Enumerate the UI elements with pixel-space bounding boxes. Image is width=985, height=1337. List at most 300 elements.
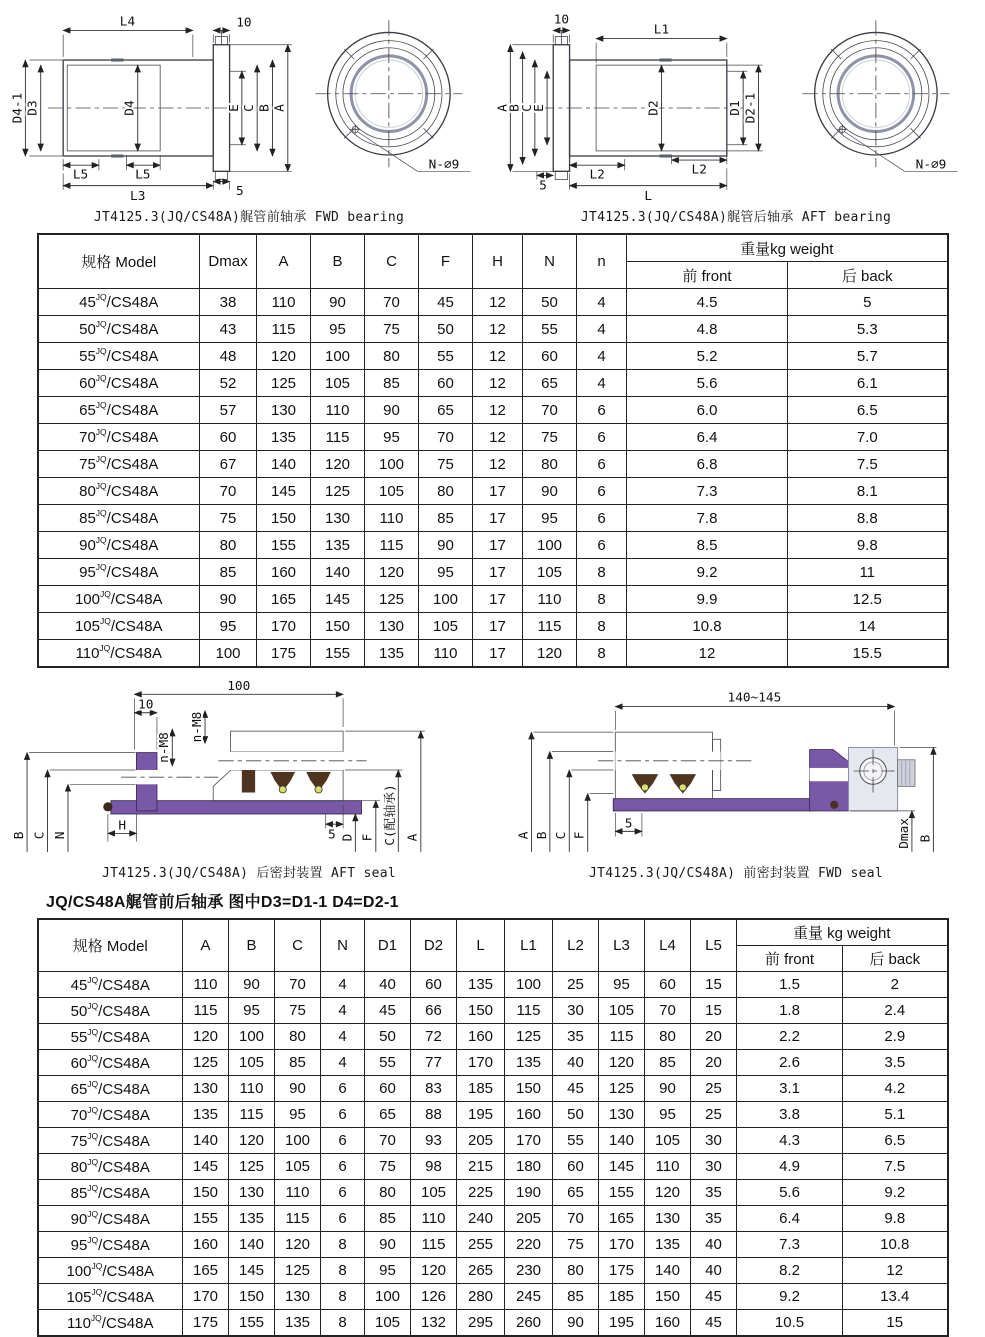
dim-cell: 170	[183, 1284, 229, 1310]
dim-cell: 6	[577, 505, 627, 532]
seal-drawings-row	[0, 680, 985, 881]
model-cell: $100^{JQ}/CS48A$	[38, 1258, 183, 1284]
model-cell: $55^{JQ}/CS48A$	[38, 343, 200, 370]
weight-cell: 7.5	[843, 1154, 948, 1180]
dim-cell: 135	[505, 1050, 553, 1076]
dim-cell: 75	[275, 998, 321, 1024]
dim-cell: 4	[321, 998, 365, 1024]
dim-cell: 12	[473, 289, 523, 316]
dim-label: A	[405, 833, 421, 842]
dim-cell: 90	[275, 1076, 321, 1102]
dim-cell: 110	[275, 1180, 321, 1206]
table-row	[38, 559, 948, 586]
model-cell: $50^{JQ}/CS48A$	[38, 998, 183, 1024]
dim-cell: 12	[473, 424, 523, 451]
dim-cell: 80	[553, 1258, 599, 1284]
dim-cell: 120	[599, 1050, 645, 1076]
dim-label: 10	[236, 15, 252, 31]
dim-cell: 4	[321, 1050, 365, 1076]
dim-cell: 280	[457, 1284, 505, 1310]
weight-cell: 1.8	[737, 998, 843, 1024]
keyway-top	[111, 59, 123, 62]
model-cell: $80^{JQ}/CS48A$	[38, 478, 200, 505]
weight-cell: 5.3	[788, 316, 948, 343]
aft-bearing-section-view	[539, 30, 743, 179]
dim-cell: 105	[365, 1310, 411, 1337]
dim-label: L	[644, 188, 653, 204]
dim-cell: 105	[599, 998, 645, 1024]
model-cell: $65^{JQ}/CS48A$	[38, 397, 200, 424]
dim-cell: 135	[229, 1206, 275, 1232]
bearing-table-wrap	[0, 233, 985, 668]
dim-cell: 80	[419, 478, 473, 505]
dim-cell: 135	[275, 1310, 321, 1337]
dim-cell: 75	[419, 451, 473, 478]
model-cell: $45^{JQ}/CS48A$	[38, 289, 200, 316]
dim-cell: 40	[365, 972, 411, 998]
table-row	[38, 1050, 948, 1076]
dim-cell: 40	[691, 1258, 737, 1284]
dim-label: 10	[138, 697, 154, 713]
weight-cell: 8.8	[788, 505, 948, 532]
dim-label: A	[495, 104, 511, 112]
dim-cell: 80	[200, 532, 257, 559]
dim-cell: 175	[257, 640, 311, 668]
dim-cell: 95	[645, 1102, 691, 1128]
dim-cell: 105	[229, 1050, 275, 1076]
dim-label: L2	[691, 162, 707, 178]
weight-cell: 6.5	[843, 1128, 948, 1154]
dim-cell: 132	[411, 1310, 457, 1337]
dim-cell: 40	[553, 1050, 599, 1076]
dim-cell: 195	[457, 1102, 505, 1128]
dim-label: A	[272, 104, 288, 112]
dim-cell: 115	[183, 998, 229, 1024]
aft-bearing-end-view	[802, 20, 957, 172]
dim-cell: 135	[645, 1232, 691, 1258]
weight-cell: 6.8	[627, 451, 788, 478]
table-row	[38, 1076, 948, 1102]
dim-cell: 110	[311, 397, 365, 424]
weight-cell: 6.5	[788, 397, 948, 424]
dim-cell: 15	[691, 998, 737, 1024]
weight-cell: 5.7	[788, 343, 948, 370]
dim-cell: 80	[365, 1180, 411, 1206]
dim-cell: 90	[200, 586, 257, 613]
dim-label: A	[516, 831, 532, 840]
dim-cell: 110	[229, 1076, 275, 1102]
weight-cell: 10.5	[737, 1310, 843, 1337]
dim-cell: 85	[365, 1206, 411, 1232]
dim-cell: 170	[599, 1232, 645, 1258]
table-row	[38, 1232, 948, 1258]
dim-cell: 67	[200, 451, 257, 478]
dim-cell: 60	[523, 343, 577, 370]
dim-cell: 150	[505, 1076, 553, 1102]
dim-label: L5	[135, 167, 151, 183]
dim-cell: 8	[321, 1310, 365, 1337]
dim-cell: 205	[505, 1206, 553, 1232]
model-cell: $75^{JQ}/CS48A$	[38, 1128, 183, 1154]
table-row	[38, 586, 948, 613]
fwd-seal-caption: JT4125.3(JQ/CS48A) 前密封装置 FWD seal	[588, 866, 884, 881]
dim-cell: 25	[691, 1076, 737, 1102]
model-cell: $85^{JQ}/CS48A$	[38, 1180, 183, 1206]
dim-cell: 45	[419, 289, 473, 316]
bearing-dimensions-table	[37, 233, 949, 668]
table-row	[38, 343, 948, 370]
dim-cell: 145	[183, 1154, 229, 1180]
dim-cell: 185	[457, 1076, 505, 1102]
weight-cell: 7.0	[788, 424, 948, 451]
dim-cell: 115	[229, 1102, 275, 1128]
table-row	[38, 640, 948, 668]
dim-cell: 60	[553, 1154, 599, 1180]
dim-cell: 155	[229, 1310, 275, 1337]
dim-cell: 125	[365, 586, 419, 613]
dim-cell: 225	[457, 1180, 505, 1206]
dim-cell: 115	[411, 1232, 457, 1258]
dim-cell: 160	[645, 1310, 691, 1337]
column-header: B	[229, 919, 275, 972]
dim-cell: 190	[505, 1180, 553, 1206]
model-cell: $70^{JQ}/CS48A$	[38, 1102, 183, 1128]
weight-cell: 3.5	[843, 1050, 948, 1076]
fwd-seal-figure	[495, 680, 977, 881]
dim-cell: 60	[645, 972, 691, 998]
bearing-table-body	[38, 289, 948, 668]
dim-label: n-M8	[189, 711, 205, 743]
dim-label: 5	[539, 178, 547, 194]
column-header-back: 后 back	[788, 262, 948, 289]
column-header: H	[473, 234, 523, 289]
dim-cell: 70	[523, 397, 577, 424]
model-cell: $110^{JQ}/CS48A$	[38, 1310, 183, 1337]
column-header: C	[275, 919, 321, 972]
weight-cell: 2.9	[843, 1024, 948, 1050]
table-row	[38, 1102, 948, 1128]
dim-label: C	[242, 104, 258, 112]
dim-cell: 125	[229, 1154, 275, 1180]
column-header: B	[311, 234, 365, 289]
fwd-bearing-end-view	[315, 20, 470, 172]
dim-cell: 50	[365, 1024, 411, 1050]
dim-cell: 120	[229, 1128, 275, 1154]
dim-cell: 110	[365, 505, 419, 532]
dim-label: L4	[119, 14, 136, 30]
weight-cell: 5.1	[843, 1102, 948, 1128]
aft-seal-drawing	[8, 680, 490, 860]
weight-cell: 3.8	[737, 1102, 843, 1128]
dim-label: B	[918, 834, 934, 843]
fwd-bearing-caption: JT4125.3(JQ/CS48A)艉管前轴承 FWD bearing	[93, 210, 405, 225]
dim-cell: 90	[311, 289, 365, 316]
table-row	[38, 316, 948, 343]
column-header-weight-group: 重量 kg weight	[737, 919, 948, 946]
dim-cell: 120	[275, 1232, 321, 1258]
dim-cell: 4	[577, 289, 627, 316]
column-header: N	[321, 919, 365, 972]
dim-cell: 130	[365, 613, 419, 640]
dim-cell: 50	[419, 316, 473, 343]
weight-cell: 7.3	[627, 478, 788, 505]
dim-cell: 135	[365, 640, 419, 668]
dim-cell: 85	[419, 505, 473, 532]
dim-cell: 115	[523, 613, 577, 640]
dim-cell: 88	[411, 1102, 457, 1128]
dim-cell: 120	[645, 1180, 691, 1206]
bearing-drawings-row	[0, 10, 985, 225]
lip-bolt	[315, 786, 322, 793]
dim-cell: 100	[365, 451, 419, 478]
table-row	[38, 1258, 948, 1284]
dim-label: N	[52, 831, 68, 840]
dim-cell: 145	[599, 1154, 645, 1180]
aft-seal-dimensions	[12, 680, 425, 852]
dim-cell: 185	[599, 1284, 645, 1310]
model-cell: $50^{JQ}/CS48A$	[38, 316, 200, 343]
dim-cell: 35	[691, 1206, 737, 1232]
weight-cell: 5.2	[627, 343, 788, 370]
dim-cell: 95	[599, 972, 645, 998]
dim-cell: 145	[311, 586, 365, 613]
fwd-bearing-figure	[8, 10, 490, 225]
weight-cell: 9.2	[627, 559, 788, 586]
dim-cell: 110	[645, 1154, 691, 1180]
dim-cell: 265	[457, 1258, 505, 1284]
fwd-seal-drawing	[495, 680, 977, 860]
weight-cell: 2.2	[737, 1024, 843, 1050]
lip-bolt	[279, 786, 286, 793]
column-header-back: 后 back	[843, 946, 948, 972]
dim-cell: 160	[505, 1102, 553, 1128]
dim-cell: 66	[411, 998, 457, 1024]
fwd-seal-section	[598, 732, 915, 811]
dim-label: C	[554, 831, 570, 840]
dim-cell: 20	[691, 1024, 737, 1050]
dim-cell: 105	[523, 559, 577, 586]
dim-cell: 150	[183, 1180, 229, 1206]
weight-cell: 8.1	[788, 478, 948, 505]
dim-cell: 70	[419, 424, 473, 451]
column-header: L3	[599, 919, 645, 972]
dim-cell: 85	[365, 370, 419, 397]
column-header: A	[183, 919, 229, 972]
dim-cell: 105	[411, 1180, 457, 1206]
column-header: C	[365, 234, 419, 289]
column-header: L4	[645, 919, 691, 972]
dim-label: L5	[72, 167, 89, 183]
dim-cell: 150	[457, 998, 505, 1024]
dim-cell: 125	[311, 478, 365, 505]
dim-cell: 85	[645, 1050, 691, 1076]
dim-cell: 105	[365, 478, 419, 505]
dim-cell: 55	[523, 316, 577, 343]
weight-cell: 12.5	[788, 586, 948, 613]
dim-cell: 140	[599, 1128, 645, 1154]
model-cell: $60^{JQ}/CS48A$	[38, 370, 200, 397]
dim-cell: 180	[505, 1154, 553, 1180]
model-cell: $95^{JQ}/CS48A$	[38, 559, 200, 586]
dim-cell: 150	[229, 1284, 275, 1310]
flange-tab-bottom	[215, 171, 227, 179]
dim-cell: 115	[311, 424, 365, 451]
dim-cell: 95	[311, 316, 365, 343]
dim-label: n-M8	[157, 732, 173, 763]
dim-label: N-∅9	[428, 157, 460, 173]
dim-cell: 50	[523, 289, 577, 316]
weight-cell: 13.4	[843, 1284, 948, 1310]
lip-bolt	[679, 784, 686, 791]
dim-cell: 48	[200, 343, 257, 370]
dim-label: B	[11, 831, 27, 840]
weight-cell: 4.2	[843, 1076, 948, 1102]
dim-cell: 215	[457, 1154, 505, 1180]
dim-cell: 70	[645, 998, 691, 1024]
dim-cell: 12	[473, 343, 523, 370]
dim-label: B	[534, 831, 550, 840]
dim-label: C(配轴承)	[383, 784, 399, 846]
dim-cell: 90	[645, 1076, 691, 1102]
dim-cell: 6	[321, 1102, 365, 1128]
dim-cell: 6	[321, 1206, 365, 1232]
table-row	[38, 1128, 948, 1154]
dim-cell: 25	[691, 1102, 737, 1128]
model-cell: $110^{JQ}/CS48A$	[38, 640, 200, 668]
dim-cell: 110	[419, 640, 473, 668]
dim-cell: 55	[419, 343, 473, 370]
dim-label: 5	[235, 183, 244, 199]
dim-cell: 4	[577, 316, 627, 343]
dim-cell: 115	[505, 998, 553, 1024]
dim-cell: 140	[229, 1232, 275, 1258]
dim-cell: 105	[275, 1154, 321, 1180]
weight-cell: 1.5	[737, 972, 843, 998]
table-row	[38, 532, 948, 559]
flange-tab-bottom	[555, 171, 567, 179]
dim-cell: 30	[691, 1154, 737, 1180]
dim-cell: 83	[411, 1076, 457, 1102]
dim-label: 100	[227, 680, 251, 695]
keyway-top	[659, 59, 671, 62]
dim-cell: 65	[419, 397, 473, 424]
dim-label: 5	[327, 827, 336, 843]
dim-cell: 130	[257, 397, 311, 424]
dim-cell: 12	[473, 451, 523, 478]
dim-label: D4	[122, 100, 138, 116]
dim-cell: 170	[257, 613, 311, 640]
dim-cell: 17	[473, 559, 523, 586]
model-cell: $60^{JQ}/CS48A$	[38, 1050, 183, 1076]
dim-cell: 140	[183, 1128, 229, 1154]
dim-cell: 85	[200, 559, 257, 586]
table-row	[38, 1284, 948, 1310]
dim-cell: 110	[411, 1206, 457, 1232]
dim-cell: 70	[365, 1128, 411, 1154]
dim-cell: 90	[229, 972, 275, 998]
weight-cell: 5	[788, 289, 948, 316]
dim-cell: 17	[473, 505, 523, 532]
dim-cell: 100	[275, 1128, 321, 1154]
column-header: n	[577, 234, 627, 289]
dim-cell: 130	[183, 1076, 229, 1102]
dim-cell: 130	[645, 1206, 691, 1232]
dim-label: D1	[728, 100, 744, 116]
weight-cell: 9.2	[843, 1180, 948, 1206]
note-line: JQ/CS48A艉管前后轴承 图中D3=D1-1 D4=D2-1	[46, 894, 399, 911]
dim-cell: 145	[229, 1258, 275, 1284]
dim-cell: 110	[183, 972, 229, 998]
dim-cell: 110	[523, 586, 577, 613]
dim-cell: 295	[457, 1310, 505, 1337]
dim-cell: 30	[691, 1128, 737, 1154]
weight-cell: 15	[843, 1310, 948, 1337]
knurled-nut	[898, 760, 915, 787]
seal-table-body	[38, 972, 948, 1337]
dim-cell: 4	[577, 343, 627, 370]
dim-cell: 115	[599, 1024, 645, 1050]
dim-cell: 260	[505, 1310, 553, 1337]
dim-label: N-∅9	[915, 157, 947, 173]
dim-cell: 8	[321, 1232, 365, 1258]
dim-cell: 6	[577, 451, 627, 478]
dim-cell: 125	[183, 1050, 229, 1076]
aft-bearing-caption: JT4125.3(JQ/CS48A)艉管后轴承 AFT bearing	[580, 210, 892, 225]
dim-cell: 120	[523, 640, 577, 668]
dim-cell: 17	[473, 586, 523, 613]
dim-cell: 160	[183, 1232, 229, 1258]
dim-cell: 75	[365, 1154, 411, 1180]
weight-cell: 6.0	[627, 397, 788, 424]
weight-cell: 8.5	[627, 532, 788, 559]
dim-cell: 130	[275, 1284, 321, 1310]
weight-cell: 7.3	[737, 1232, 843, 1258]
dim-cell: 50	[553, 1102, 599, 1128]
dim-cell: 4	[321, 1024, 365, 1050]
table-row	[38, 613, 948, 640]
weight-cell: 11	[788, 559, 948, 586]
weight-cell: 6.4	[737, 1206, 843, 1232]
keyway-bottom	[111, 154, 123, 157]
weight-cell: 2.6	[737, 1050, 843, 1076]
dim-cell: 12	[473, 316, 523, 343]
aft-seal-section	[103, 731, 366, 814]
dim-cell: 135	[183, 1102, 229, 1128]
column-header-front: 前 front	[737, 946, 843, 972]
model-cell: $90^{JQ}/CS48A$	[38, 532, 200, 559]
dim-cell: 120	[257, 343, 311, 370]
dim-cell: 100	[505, 972, 553, 998]
dim-cell: 72	[411, 1024, 457, 1050]
dim-cell: 130	[229, 1180, 275, 1206]
table-row	[38, 1154, 948, 1180]
weight-cell: 10.8	[843, 1232, 948, 1258]
fwd-bearing-section-view	[48, 30, 254, 179]
weight-cell: 5.6	[737, 1180, 843, 1206]
dim-cell: 135	[257, 424, 311, 451]
table-row	[38, 1024, 948, 1050]
dim-label: E	[226, 104, 242, 112]
dim-cell: 8	[577, 586, 627, 613]
dim-cell: 75	[365, 316, 419, 343]
dim-cell: 100	[365, 1284, 411, 1310]
dim-cell: 95	[200, 613, 257, 640]
dim-cell: 25	[553, 972, 599, 998]
table-row	[38, 397, 948, 424]
weight-cell: 12	[627, 640, 788, 668]
dim-cell: 45	[365, 998, 411, 1024]
dim-label: B	[257, 104, 273, 112]
